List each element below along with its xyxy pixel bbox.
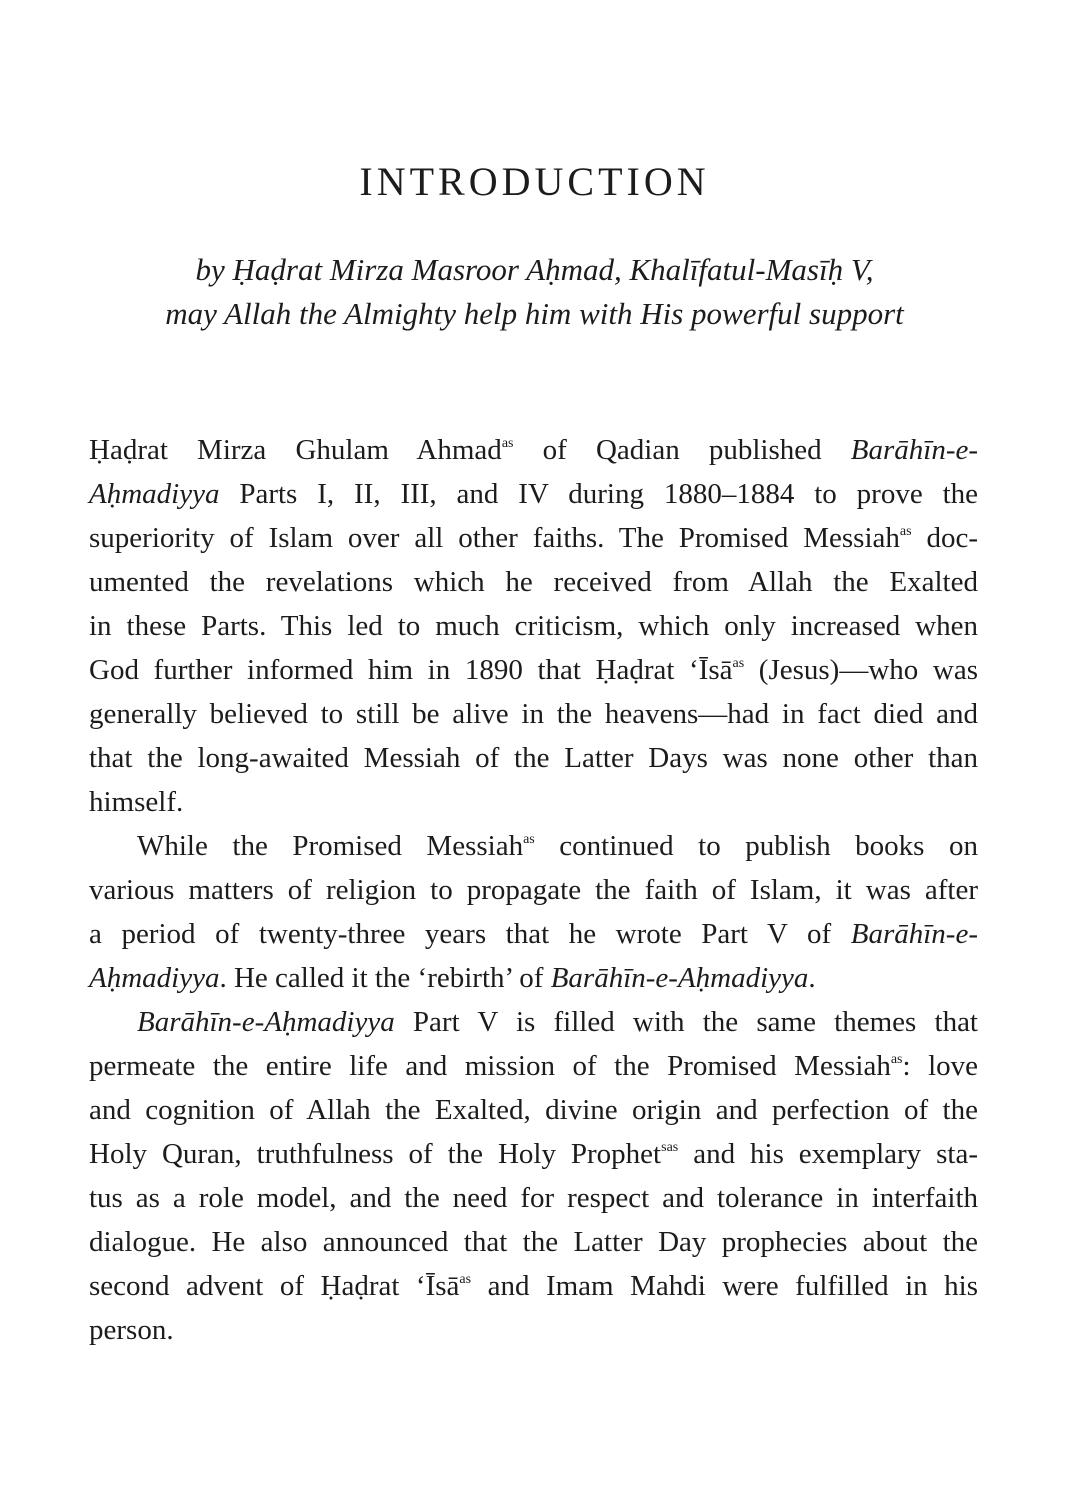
text-line: and cognition of Allah the Exalted, divine origin and perfection of the (89, 1094, 978, 1126)
paragraph (89, 1000, 978, 1352)
honorific-superscript: as (501, 436, 514, 451)
text-line: superiority of Islam over all other faiths. The Promised Messiah$^{as}$ doc- (89, 522, 978, 554)
text-line: dialogue. He also announced that the Latter Day prophecies about the (89, 1226, 978, 1258)
text-line: Holy Quran, truthfulness of the Holy Prophet$^{sas}$ and his exemplary sta- (89, 1138, 978, 1170)
page-title: INTRODUCTION (359, 159, 710, 204)
byline (0, 248, 1069, 336)
italic-title: Aḥmadiyya (89, 478, 220, 510)
text-line: second advent of Ḥaḍrat ‘Īsā$^{as}$ and Imam Mahdi were fulfilled in his (89, 1270, 978, 1302)
honorific-superscript: sas (661, 1140, 679, 1155)
text-line: that the long-awaited Messiah of the Latter Days was none other than (89, 742, 978, 774)
text-line: Barāhīn-e-Aḥmadiyya Part V is filled with the same themes that (137, 1006, 978, 1038)
italic-title: Barāhīn-e- (850, 434, 979, 466)
italic-title: Barāhīn-e-Aḥmadiyya (137, 1006, 395, 1038)
text-line: generally believed to still be alive in the heavens—had in fact died and (89, 698, 978, 730)
honorific-superscript: as (523, 832, 535, 847)
text-line: various matters of religion to propagate the faith of Islam, it was after (89, 874, 978, 906)
text-line: himself. (89, 786, 184, 818)
text-line: person. (89, 1314, 174, 1346)
honorific-superscript: as (732, 656, 745, 671)
honorific-superscript: as (459, 1272, 472, 1287)
honorific-superscript: as (899, 524, 912, 539)
text-line: While the Promised Messiah$^{as}$ continued to publish books on (137, 830, 978, 862)
text-line: Aḥmadiyya. He called it the ‘rebirth’ of Barāhīn-e-Aḥmadiyya. (89, 962, 816, 994)
byline-line-1: by Ḥaḍrat Mirza Masroor Aḥmad, Khalīfatul-Masīḥ V, (195, 252, 874, 287)
honorific-superscript: as (890, 1052, 903, 1067)
italic-title: Barāhīn-e-Aḥmadiyya (550, 962, 809, 994)
paragraph (89, 824, 978, 1000)
italic-title: Aḥmadiyya (89, 962, 220, 994)
text-line: in these Parts. This led to much criticism, which only increased when (89, 610, 978, 642)
italic-title: Barāhīn-e- (850, 918, 978, 950)
text-line: Ḥaḍrat Mirza Ghulam Ahmad$^{as}$ of Qadian published Barāhīn-e- (89, 434, 979, 466)
text-line: tus as a role model, and the need for respect and tolerance in interfaith (89, 1182, 978, 1214)
text-line: permeate the entire life and mission of the Promised Messiah$^{as}$: love (89, 1050, 978, 1082)
text-line: God further informed him in 1890 that Ḥaḍrat ‘Īsā$^{as}$ (Jesus)—who was (89, 654, 978, 686)
body-text (89, 428, 978, 1352)
text-line: a period of twenty-three years that he wrote Part V of Barāhīn-e- (89, 918, 978, 950)
text-line: umented the revelations which he received from Allah the Exalted (89, 566, 978, 598)
paragraph (89, 428, 978, 824)
byline-line-2: may Allah the Almighty help him with His powerful support (165, 296, 904, 331)
text-line: Aḥmadiyya Parts I, II, III, and IV during 1880–1884 to prove the (89, 478, 978, 510)
